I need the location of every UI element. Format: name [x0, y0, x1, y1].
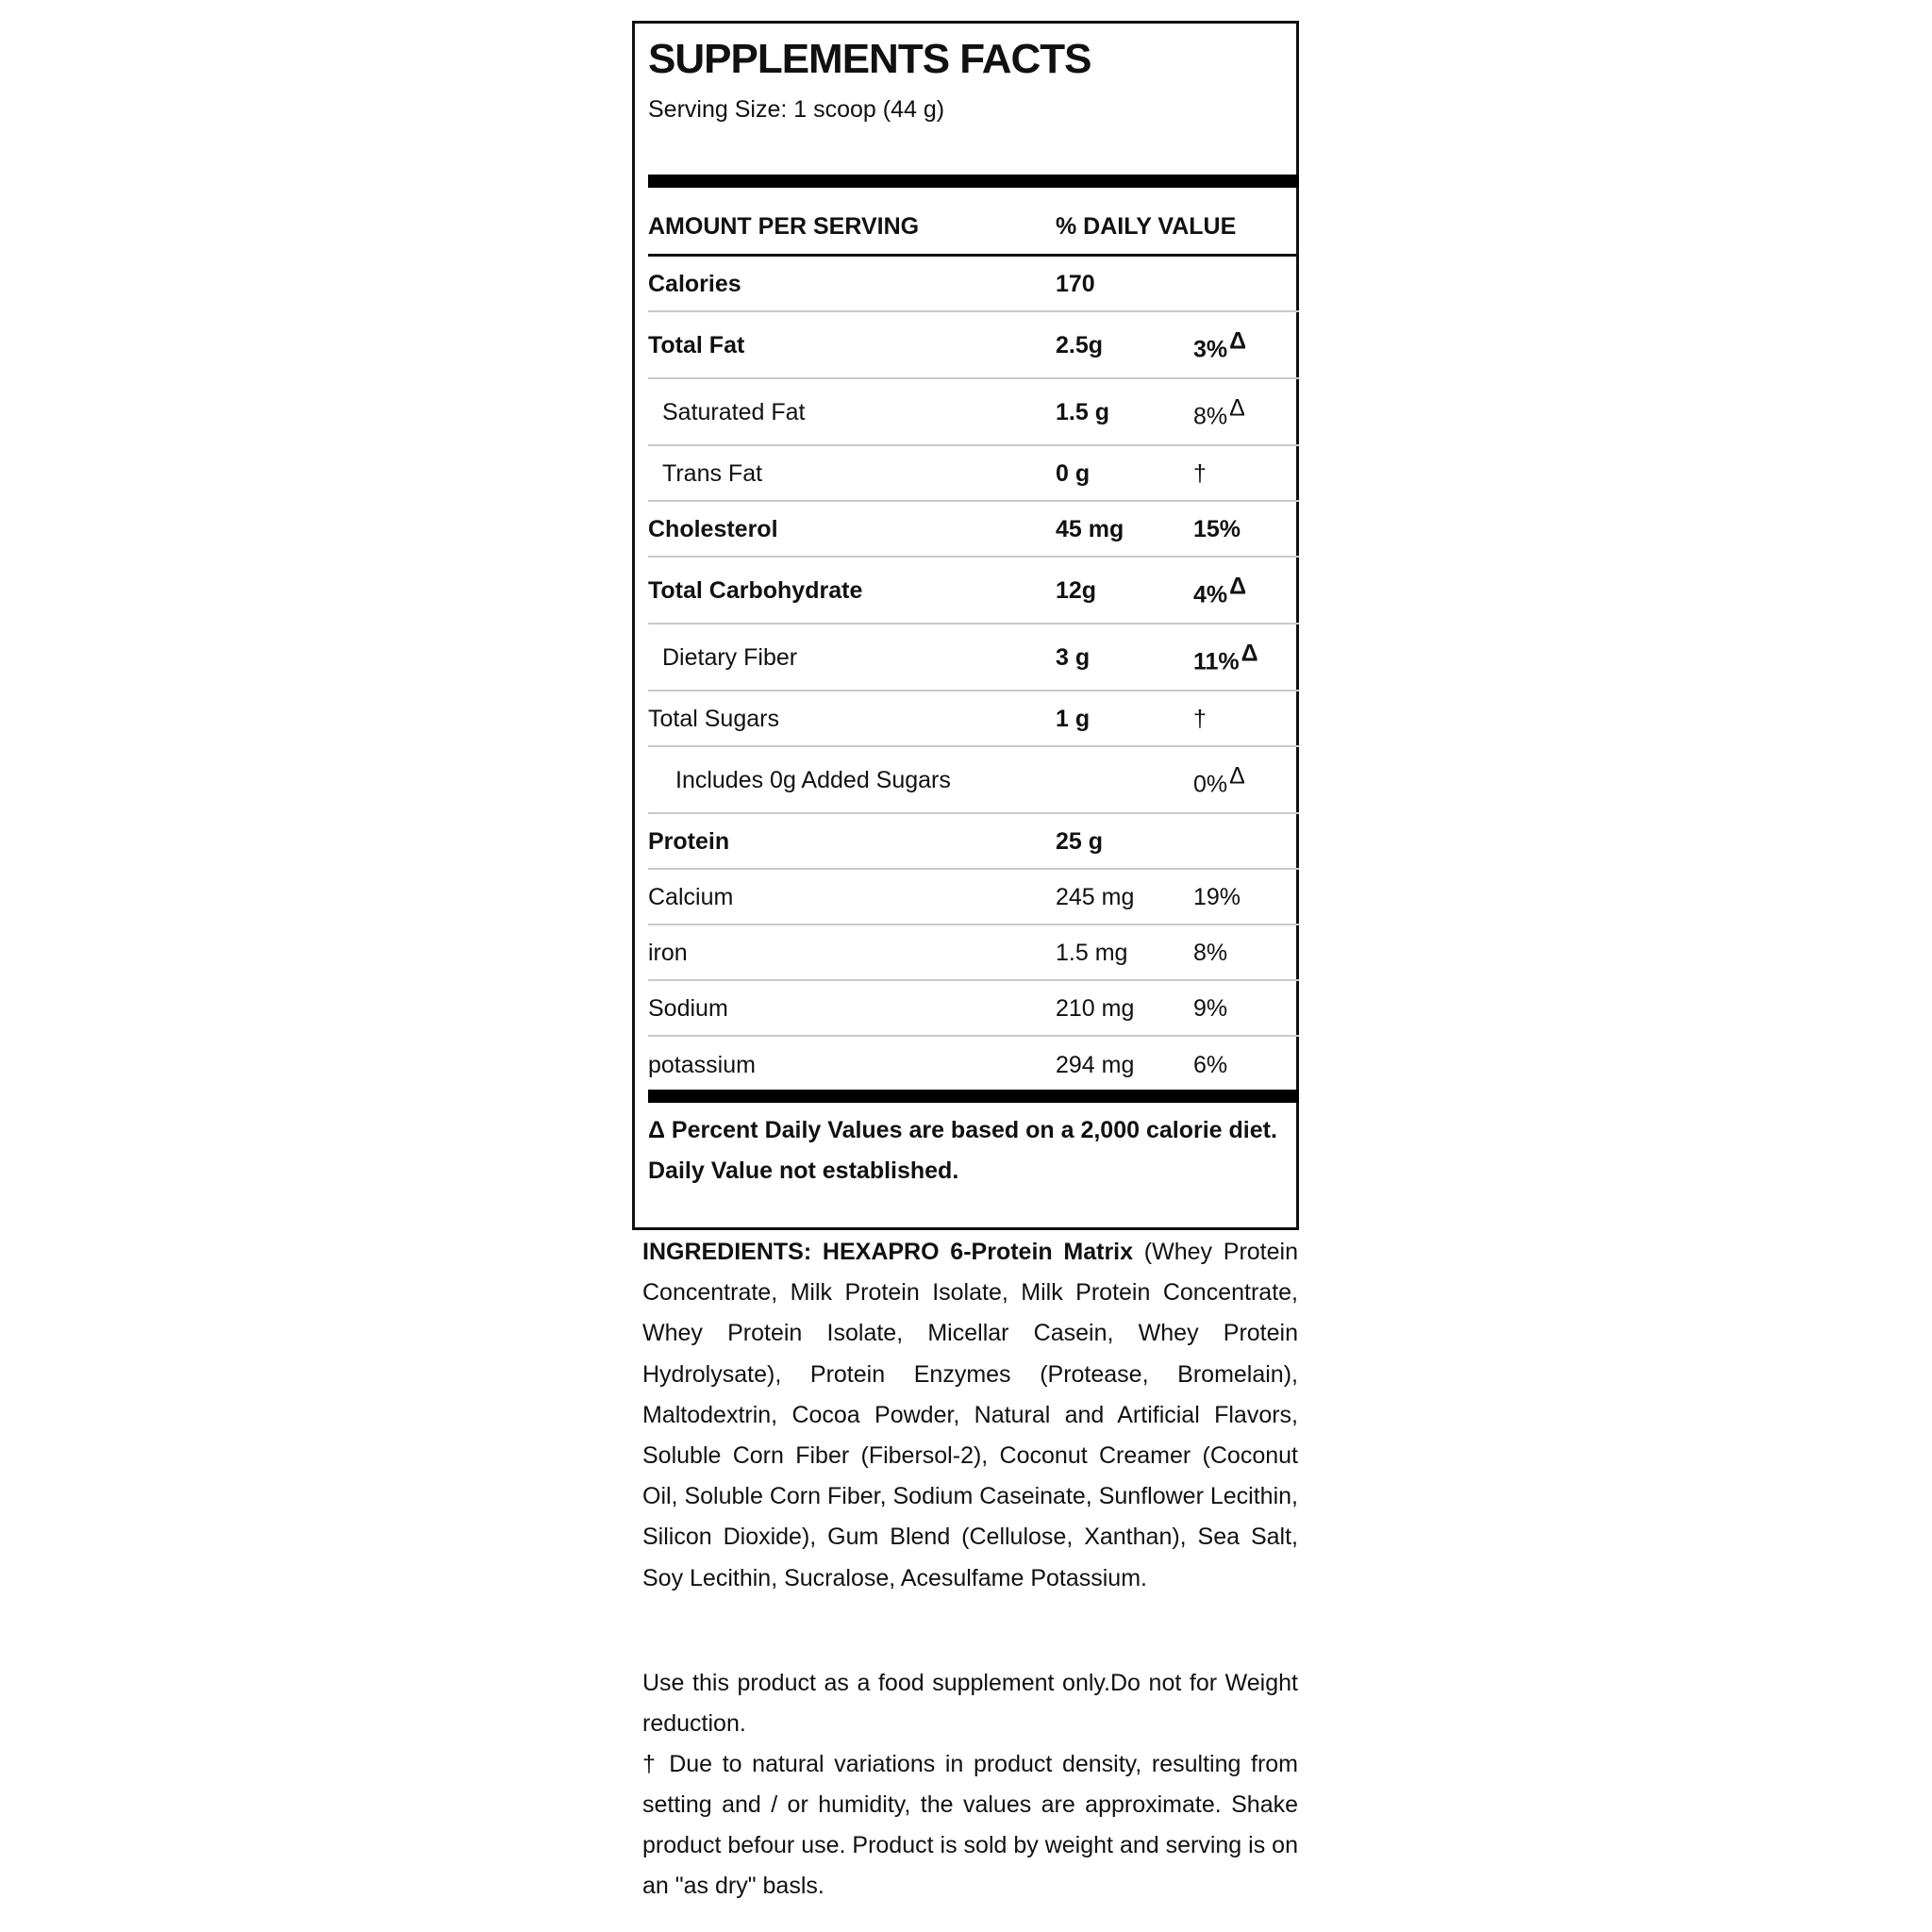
usage-note: Use this product as a food supplement only.Do not for Weight reduction.	[642, 1670, 1298, 1737]
nutrient-name: potassium	[648, 1051, 756, 1078]
nutrient-row-added-sugars	[648, 747, 1299, 814]
dv-delta-mark: Δ	[1229, 394, 1245, 421]
supplement-facts-panel	[632, 21, 1299, 1230]
nutrient-name: Trans Fat	[662, 459, 763, 487]
nutrient-name: Total Fat	[648, 331, 745, 358]
nutrient-name: iron	[648, 939, 688, 966]
nutrient-daily-value: 9%	[1193, 994, 1228, 1022]
nutrient-daily-value	[1193, 393, 1245, 430]
nutrient-amount: 1 g	[1056, 705, 1091, 732]
nutrient-amount: 1.5 g	[1056, 398, 1109, 425]
nutrient-daily-value: 6%	[1193, 1051, 1228, 1078]
dv-delta-mark: Δ	[1229, 573, 1247, 599]
footnote-not-established: Daily Value not established.	[648, 1158, 959, 1184]
header-amount-per-serving: AMOUNT PER SERVING	[648, 213, 920, 240]
nutrient-row-cholesterol	[648, 502, 1299, 558]
header-daily-value: % DAILY VALUE	[1056, 213, 1237, 240]
nutrient-daily-value	[1193, 761, 1245, 798]
nutrient-amount: 294 mg	[1056, 1051, 1135, 1078]
nutrient-amount: 12g	[1056, 576, 1097, 604]
ingredients-lead: INGREDIENTS: HEXAPRO 6-Protein Matrix	[642, 1239, 1134, 1265]
dv-delta-mark: Δ	[1229, 762, 1245, 789]
nutrient-name: Includes 0g Added Sugars	[675, 766, 951, 793]
ingredients-paragraph	[642, 1232, 1298, 1599]
nutrient-amount: 1.5 mg	[1056, 939, 1128, 966]
dv-delta-mark: Δ	[1229, 327, 1247, 354]
serving-size: Serving Size: 1 scoop (44 g)	[648, 96, 945, 123]
nutrient-row-calories	[648, 257, 1299, 312]
nutrient-amount: 3 g	[1056, 643, 1091, 671]
dv-percent: 4%	[1193, 581, 1228, 608]
nutrient-name: Calcium	[648, 883, 734, 910]
nutrient-daily-value: 8%	[1193, 939, 1228, 966]
nutrient-row-potassium	[648, 1037, 1299, 1092]
dagger-icon: †	[1193, 705, 1207, 732]
dv-percent: 3%	[1193, 336, 1228, 362]
nutrient-name: Total Carbohydrate	[648, 576, 863, 604]
label-footnotes	[648, 1110, 1290, 1191]
dv-percent: 11%	[1193, 648, 1240, 675]
nutrient-row-calcium	[648, 870, 1299, 925]
nutrient-row-total-fat	[648, 312, 1299, 379]
nutrient-amount: 25 g	[1056, 827, 1104, 855]
nutrient-amount: 245 mg	[1056, 883, 1135, 910]
thick-divider-top	[648, 175, 1299, 188]
nutrient-name: Protein	[648, 827, 730, 855]
thick-divider-bottom	[648, 1090, 1299, 1103]
nutrient-name: Dietary Fiber	[662, 643, 798, 671]
nutrient-amount: 45 mg	[1056, 515, 1124, 542]
nutrient-daily-value	[1193, 572, 1246, 608]
nutrient-row-dietary-fiber	[648, 625, 1299, 691]
ingredients-list: (Whey Protein Concentrate, Milk Protein Isolate, Milk Protein Concentrate, Whey Protein Isolate, Micellar Casein, Whey Protein Hydrolysate), Protein Enzymes (Protease, Bromelain), Maltodextrin, Cocoa Powder, Natural and Artificial Flavors, Soluble Corn Fiber (Fibersol-2), Coconut Creamer (Coconut Oil, Soluble Corn Fiber, Sodium Caseinate, Sunflower Lecithin, Silicon Dioxide), Gum Blend (Cellulose, Xanthan), Sea Salt, Soy Lecithin, Sucralose, Acesulfame Potassium.	[642, 1239, 1298, 1591]
nutrient-name: Cholesterol	[648, 515, 778, 542]
dagger-icon: †	[1193, 459, 1207, 487]
nutrient-daily-value: 15%	[1193, 515, 1241, 542]
nutrient-amount: 0 g	[1056, 459, 1091, 487]
footnote-percent-daily-values: Δ Percent Daily Values are based on a 2,000 calorie diet.	[648, 1117, 1277, 1143]
nutrient-row-trans-fat	[648, 446, 1299, 502]
density-note: † Due to natural variations in product density, resulting from setting and / or humidity, the values are approximate. Shake product befour use. Product is sold by weight and serving is on an "as dry" basls.	[642, 1751, 1298, 1899]
nutrient-amount: 2.5g	[1056, 331, 1104, 358]
nutrient-row-total-sugars	[648, 691, 1299, 747]
nutrient-row-iron	[648, 925, 1299, 981]
nutrient-row-sodium	[648, 981, 1299, 1037]
dv-percent: 8%	[1193, 403, 1228, 429]
nutrient-daily-value	[1193, 639, 1258, 675]
dv-delta-mark: Δ	[1241, 640, 1258, 666]
nutrient-name: Saturated Fat	[662, 398, 806, 425]
nutrient-daily-value: 19%	[1193, 883, 1241, 910]
nutrient-row-total-carbohydrate	[648, 558, 1299, 625]
dv-percent: 0%	[1193, 771, 1228, 797]
nutrient-daily-value	[1193, 326, 1246, 363]
panel-title: SUPPLEMENTS FACTS	[648, 36, 1091, 82]
nutrient-row-protein	[648, 814, 1299, 870]
nutrient-name: Total Sugars	[648, 705, 779, 732]
nutrient-amount: 170	[1056, 270, 1095, 297]
nutrient-name: Calories	[648, 270, 741, 297]
nutrient-amount: 210 mg	[1056, 994, 1135, 1022]
nutrient-name: Sodium	[648, 994, 728, 1022]
nutrient-row-saturated-fat	[648, 379, 1299, 446]
nutrient-table	[648, 257, 1299, 1092]
